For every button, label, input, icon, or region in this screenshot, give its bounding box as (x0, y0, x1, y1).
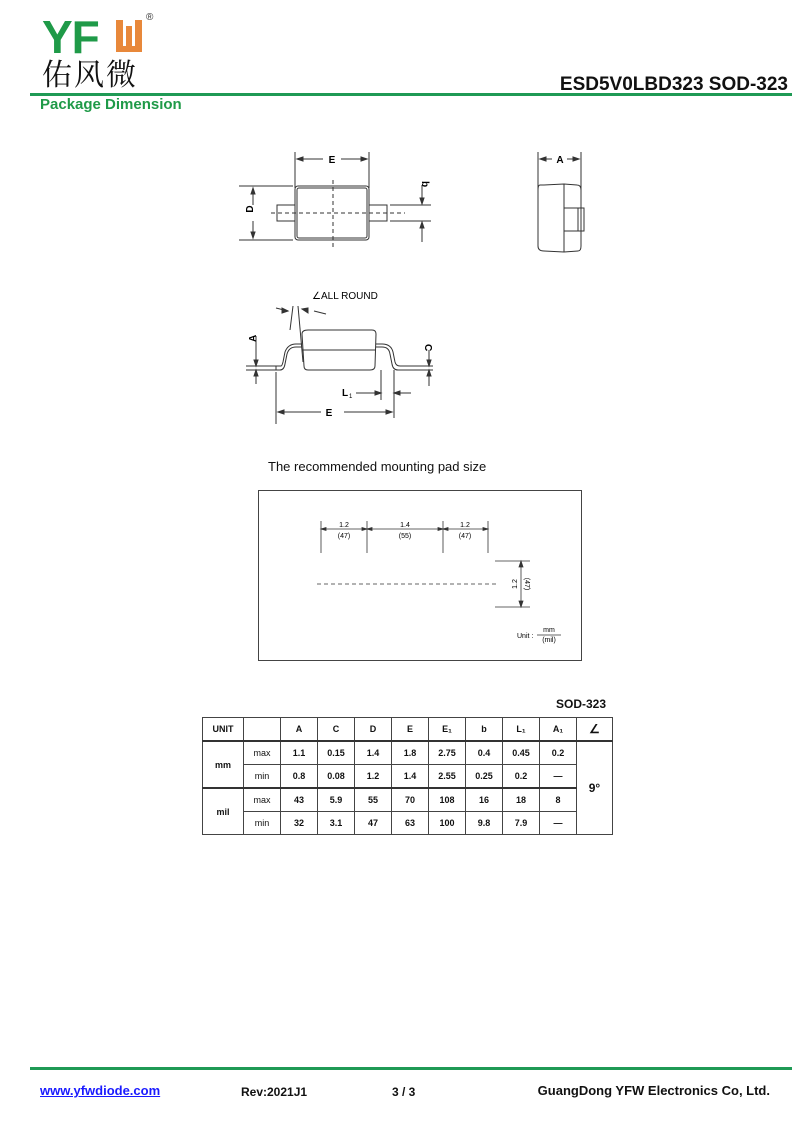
value-cell: 2.75 (429, 741, 466, 765)
label-C: C (422, 344, 433, 352)
value-cell: 47 (355, 812, 392, 835)
pad-height-mm: 1.2 (512, 579, 519, 589)
header-cell: L₁ (503, 718, 540, 742)
pad-height-mil: (47) (523, 577, 530, 591)
value-cell: 18 (503, 788, 540, 812)
label-L1: L (342, 388, 349, 399)
table-row (203, 788, 613, 812)
value-cell: 1.4 (392, 765, 429, 789)
footer-rule (30, 1067, 792, 1070)
type-cell: max (244, 788, 281, 812)
value-cell: 16 (466, 788, 503, 812)
value-cell: 9.8 (466, 812, 503, 835)
value-cell: 43 (281, 788, 318, 812)
header-cell: C (318, 718, 355, 742)
table-row (203, 765, 613, 789)
type-cell: min (244, 812, 281, 835)
header-cell (244, 718, 281, 742)
angle-cell: 9° (577, 741, 613, 835)
part-title: ESD5V0LBD323 SOD-323 (559, 74, 788, 95)
table-header-row (203, 718, 613, 742)
value-cell: 1.2 (355, 765, 392, 789)
unit-cell: mil (203, 788, 244, 835)
logo-w-mark (114, 18, 144, 54)
value-cell: 55 (355, 788, 392, 812)
header-cell: A₁ (540, 718, 577, 742)
value-cell: 1.8 (392, 741, 429, 765)
pad-dim-3-mil: (47) (458, 533, 472, 540)
package-label: SOD-323 (556, 697, 607, 711)
value-cell: 7.9 (503, 812, 540, 835)
value-cell: 0.4 (466, 741, 503, 765)
value-cell: 0.8 (281, 765, 318, 789)
value-cell: 8 (540, 788, 577, 812)
side-view-drawing (236, 286, 446, 430)
value-cell: 0.45 (503, 741, 540, 765)
unit-cell: mm (203, 741, 244, 788)
unit-mm: mm (543, 627, 555, 634)
value-cell: 0.15 (318, 741, 355, 765)
type-cell: min (244, 765, 281, 789)
logo-chinese: 佑风微 (42, 58, 138, 93)
unit-mil: (mil) (542, 637, 556, 644)
value-cell: 5.9 (318, 788, 355, 812)
value-cell: 0.08 (318, 765, 355, 789)
header-cell: E₁ (429, 718, 466, 742)
value-cell: — (540, 812, 577, 835)
header-cell: A (281, 718, 318, 742)
mounting-pad-drawing (259, 491, 581, 660)
top-view-drawing (235, 150, 435, 250)
pad-dim-2-mil: (55) (398, 533, 412, 540)
website-link[interactable]: www.yfwdiode.com (40, 1083, 161, 1098)
header-cell: b (466, 718, 503, 742)
value-cell: 1.1 (281, 741, 318, 765)
end-view-drawing (530, 150, 590, 260)
value-cell: 63 (392, 812, 429, 835)
label-L1-sub: 1 (349, 394, 353, 400)
label-A: A (556, 155, 564, 166)
label-A1: A (248, 334, 259, 342)
value-cell: 2.55 (429, 765, 466, 789)
dimension-table (202, 717, 613, 835)
registered-mark: ® (146, 12, 154, 23)
logo-letters: YF (42, 11, 99, 63)
label-E: E (328, 155, 336, 166)
value-cell: 70 (392, 788, 429, 812)
pad-dim-3-mm: 1.2 (460, 522, 470, 529)
table-row (203, 741, 613, 765)
company-name: GuangDong YFW Electronics Co, Ltd. (537, 1083, 770, 1098)
value-cell: 3.1 (318, 812, 355, 835)
value-cell: 0.25 (466, 765, 503, 789)
value-cell: 32 (281, 812, 318, 835)
pad-dim-1-mil: (47) (337, 533, 351, 540)
label-b: b (419, 180, 430, 188)
value-cell: 0.2 (503, 765, 540, 789)
value-cell: 0.2 (540, 741, 577, 765)
mounting-pad-box (258, 490, 582, 661)
type-cell: max (244, 741, 281, 765)
label-all-round: ∠ALL ROUND (312, 291, 378, 302)
value-cell: 108 (429, 788, 466, 812)
label-E-side: E (325, 408, 333, 419)
header-cell: UNIT (203, 718, 244, 742)
unit-label: Unit : (517, 633, 534, 640)
value-cell: — (540, 765, 577, 789)
header-cell: ∠ (577, 718, 613, 742)
table-row (203, 812, 613, 835)
label-D: D (245, 205, 256, 213)
pad-dim-2-mm: 1.4 (400, 522, 410, 529)
header-cell: D (355, 718, 392, 742)
value-cell: 1.4 (355, 741, 392, 765)
section-title: Package Dimension (40, 96, 182, 113)
page-number: 3 / 3 (392, 1085, 416, 1099)
revision-label: Rev:2021J1 (241, 1085, 308, 1099)
pad-dim-1-mm: 1.2 (339, 522, 349, 529)
header-cell: E (392, 718, 429, 742)
mounting-pad-title: The recommended mounting pad size (268, 459, 487, 474)
value-cell: 100 (429, 812, 466, 835)
